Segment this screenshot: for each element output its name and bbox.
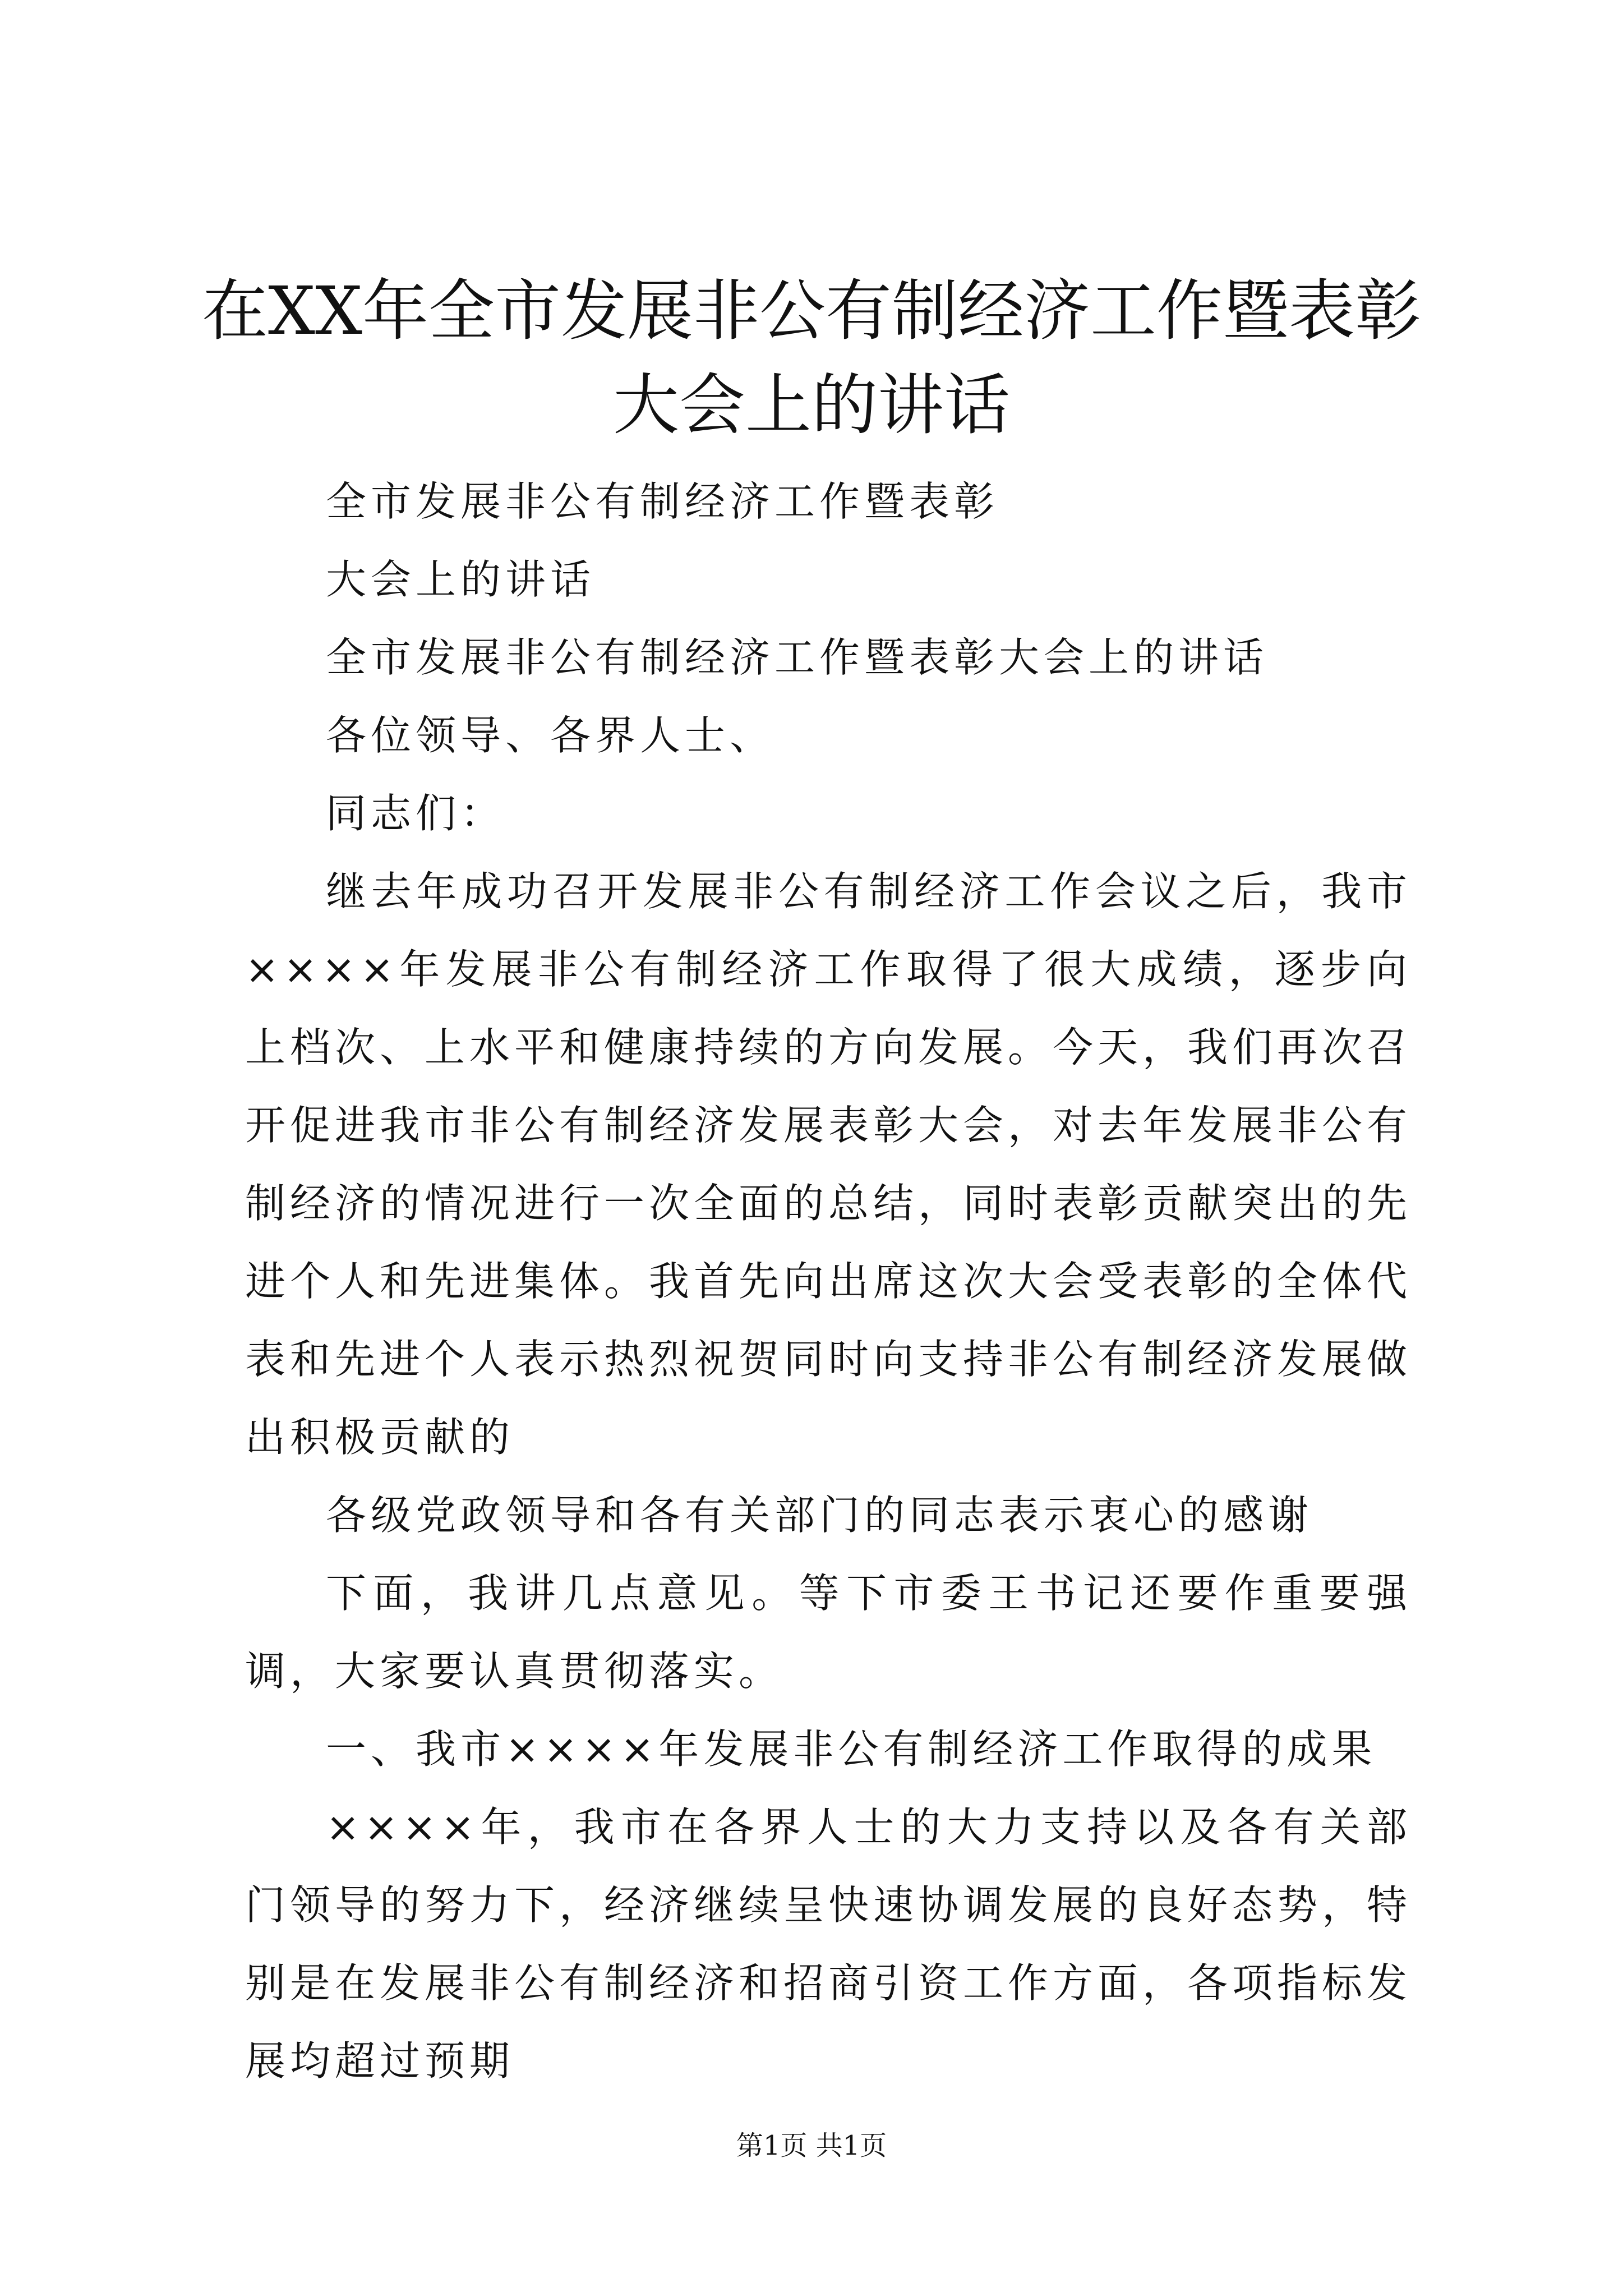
paragraph: 全市发展非公有制经济工作暨表彰大会上的讲话 [326,634,1269,681]
paragraph: 各级党政领导和各有关部门的同志表示衷心的感谢 [326,1492,1313,1539]
paragraph: 大会上的讲话 [326,556,596,603]
document-title: 在XX年全市发展非公有制经济工作暨表彰大会上的讲话 [202,272,1422,444]
page-number: 第1页 共1页 [736,2130,887,2161]
paragraph: 继去年成功召开发展非公有制经济工作会议之后，我市××××年发展非公有制经济工作取得了很大成绩，逐步向上档次、上水平和健康持续的方向发展。今天，我们再次召开促进我市非公有制经济发展表彰大会，对去年发展非公有制经济的情况进行一次全面的总结，同时表彰贡献突出的先进个人和先进集体。我首先向出席这次大会受表彰的全体代表和先进个人表示热烈祝贺同时向支持非公有制经济发展做出积极贡献的 [245,868,1412,1461]
page-footer [0,2129,1623,2162]
paragraph: ××××年，我市在各界人士的大力支持以及各有关部门领导的努力下，经济继续呈快速协调发展的良好态势，特别是在发展非公有制经济和招商引资工作方面，各项指标发展均超过预期 [245,1803,1412,2085]
paragraph: 一、我市××××年发展非公有制经济工作取得的成果 [326,1726,1377,1773]
document-body [245,463,1412,2100]
paragraph: 全市发展非公有制经济工作暨表彰 [326,478,999,525]
paragraph: 同志们： [326,790,506,837]
paragraph: 各位领导、各界人士、 [326,712,775,759]
paragraph: 下面，我讲几点意见。等下市委王书记还要作重要强调，大家要认真贯彻落实。 [245,1570,1412,1695]
